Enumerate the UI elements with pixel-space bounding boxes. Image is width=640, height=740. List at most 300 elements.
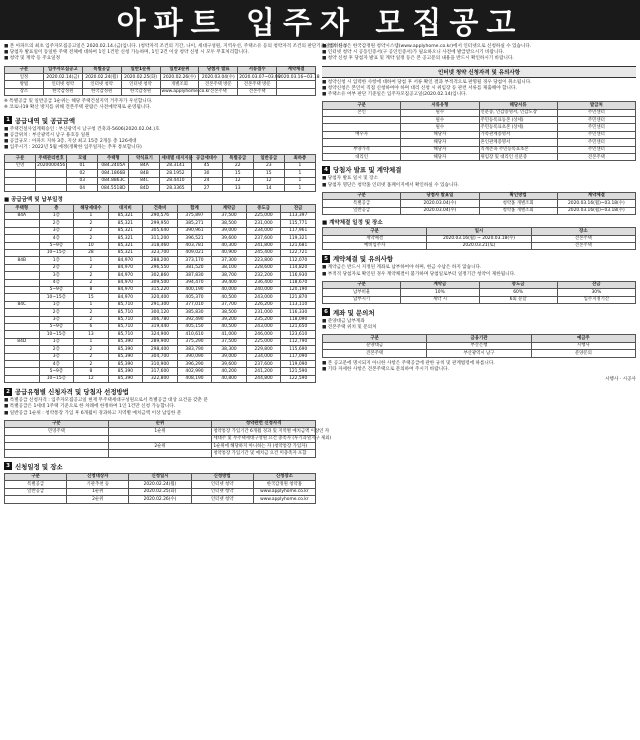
table-row [323, 289, 636, 296]
section-number: 6 [322, 308, 330, 316]
table-cell: 311,200 [143, 235, 178, 242]
col-header: 구분 [5, 155, 36, 162]
table-header-row [5, 155, 316, 162]
table-cell: 235,200 [246, 316, 281, 323]
payment-body [323, 289, 636, 304]
table-cell: 392,490 [177, 316, 212, 323]
table-cell: 85,321 [108, 235, 143, 242]
table-cell: 납부시기 [323, 296, 401, 303]
contract-body [323, 235, 636, 250]
table-cell: 신분증, 인감증명서, 인감도장 [479, 109, 557, 116]
col-header: 금융기관 [427, 335, 531, 342]
table-cell: 37,500 [212, 212, 247, 219]
table-cell: 237,600 [246, 361, 281, 368]
table-cell: 방법 [5, 81, 44, 88]
table-row [5, 368, 316, 375]
table-cell: 400,190 [177, 286, 212, 293]
table-cell: 1 [74, 301, 109, 308]
table-cell: 405,150 [177, 323, 212, 330]
table-row [5, 227, 316, 234]
col-header: 특별공급 [82, 66, 121, 73]
table-cell: 121,650 [281, 323, 316, 330]
table-cell [5, 286, 40, 293]
table-cell: 15 [74, 294, 109, 301]
table-cell: 385,830 [177, 309, 212, 316]
table-header-row [323, 192, 636, 199]
supply-body [5, 162, 316, 192]
col-header: 계약체결 [557, 192, 635, 199]
table-cell: 일반공급 [5, 488, 67, 495]
table-cell: 40,500 [212, 294, 247, 301]
table-cell: 409,021 [177, 249, 212, 256]
eligibility-heading: 인터넷 청약 신청자격 및 유의사항 [322, 66, 636, 78]
col-header: 계약체결 [277, 66, 316, 73]
col-header: 중도금 [246, 205, 281, 212]
table-cell: 14 [253, 185, 284, 192]
footer-signature: 시행사 · 시공사 [604, 376, 636, 382]
table-cell: 84B [5, 257, 40, 264]
table-cell: 4층 [39, 361, 74, 368]
table-cell: 인터넷 청약 [191, 481, 253, 488]
table-cell: 119,321 [281, 235, 316, 242]
table-cell: 28.3141 [160, 162, 191, 169]
table-cell: 주민센터 [557, 131, 635, 138]
table-row [323, 200, 636, 207]
table-cell: 288,200 [143, 257, 178, 264]
table-cell: 37,700 [212, 301, 247, 308]
table-cell: 38,100 [212, 264, 247, 271]
col-header: 계약금 [212, 205, 247, 212]
text-line: ■ 일반공급 1순위 : 청약통장 가입 후 6개월이 경과하고 지역별 예치금액 이상 납입한 분 [4, 410, 182, 416]
table-cell: 일정 [5, 74, 44, 81]
section-heading [322, 308, 636, 317]
table-cell [5, 235, 40, 242]
table-cell: 232,200 [246, 272, 281, 279]
table-cell: 85,321 [108, 242, 143, 249]
section-number: 2 [4, 388, 12, 396]
table-cell: 1 [284, 170, 315, 177]
table-cell: 2 [74, 220, 109, 227]
table-cell: 2 [74, 264, 109, 271]
table-cell: 계약체결 [323, 235, 427, 242]
table-cell: 한국감정원 청약홈 [253, 481, 315, 488]
table-cell: 310,900 [143, 361, 178, 368]
table-cell [5, 220, 40, 227]
table-cell [5, 331, 40, 338]
table-cell: 6회 분할 [479, 296, 557, 303]
table-cell: 5~9층 [39, 368, 74, 375]
table-cell: 가족관계증명서 [479, 131, 557, 138]
col-header: 예금주 [531, 335, 635, 342]
col-header: 일반공급 [253, 155, 284, 162]
col-header: 일반1순위 [121, 66, 160, 73]
table-cell: 408,190 [177, 375, 212, 382]
table-cell: 113,397 [281, 212, 316, 219]
table-cell [277, 88, 316, 95]
table-cell: 225,000 [246, 212, 281, 219]
table-cell: 주민등록표초본 (상세) [479, 124, 557, 131]
table-cell: 장소 [5, 88, 44, 95]
table-cell: 13 [74, 331, 109, 338]
documents-table [322, 101, 636, 161]
table-cell: 84,970 [108, 264, 143, 271]
col-header: 구분 [5, 420, 109, 427]
table-cell: 112,070 [281, 257, 316, 264]
table-cell: 12 [74, 375, 109, 382]
table-cell [5, 361, 40, 368]
table-cell: 청약통장 가입기간 및 예치금 요건 미충족자 포함 [212, 450, 316, 457]
table-row [5, 177, 316, 184]
table-cell: 주민센터 [557, 117, 635, 124]
table-cell: 383,790 [177, 346, 212, 353]
table-cell: 315,220 [143, 286, 178, 293]
table-cell: 1층 [39, 301, 74, 308]
table-cell: 4층 [39, 235, 74, 242]
table-cell: 2 [74, 316, 109, 323]
table-cell: 1순위에 해당하지 아니하는 자 (청약통장 가입자) [212, 443, 316, 450]
table-cell: 241,800 [246, 242, 281, 249]
notice-title: 아파트 입주자 모집공고 [116, 6, 524, 41]
table-cell [5, 353, 40, 360]
intro-line: ■ 본 아파트의 최초 입주자모집공고일은 2020.02.14.(금)입니다. (청약자격 조건의 기간, 나이, 세대구성원, 지역우선, 주택소유 등의 청약자격 조건의 판단기준일입니다.) [4, 44, 347, 49]
table-cell: 377,010 [177, 301, 212, 308]
table-cell: 39,000 [212, 353, 247, 360]
table-cell: 118,670 [281, 279, 316, 286]
table-row [5, 74, 316, 81]
table-cell: 2 [74, 279, 109, 286]
table-cell: 1층 [39, 212, 74, 219]
table-cell: 290,576 [143, 212, 178, 219]
table-cell [36, 170, 67, 177]
table-cell: 234,000 [246, 353, 281, 360]
notes [4, 99, 316, 111]
table-cell: 1 [284, 177, 315, 184]
table-row [323, 296, 636, 303]
col-header: 구분 [323, 281, 401, 288]
rank-body [5, 428, 332, 458]
table-header-row [5, 473, 316, 480]
table-cell: 분양대금 [323, 342, 427, 349]
price-body [5, 212, 316, 382]
intro-line: ■ 당첨자 발표일이 동일한 주택 전체에 대하여 1인 1건만 신청 가능하며, 1인 2건 이상 청약 신청 시 모두 무효처리합니다. [4, 50, 249, 56]
table-cell: 23 [253, 162, 284, 169]
table-cell: 부산광역시 남구 [427, 350, 531, 357]
table-cell: 본인 [323, 109, 401, 116]
table-cell: 1 [74, 212, 109, 219]
text-line: ■ 특별공급은 1세대 1주택 기준으로 한 차례에 한정하여 1인 1건만 신청 가능합니다. [4, 404, 176, 410]
table-cell: 2020.02.26(수) [129, 496, 191, 503]
table-cell: 85,321 [108, 220, 143, 227]
section-heading [4, 462, 316, 471]
table-cell: 118,090 [281, 316, 316, 323]
left-intro [4, 44, 347, 63]
account-body [323, 342, 636, 357]
table-cell: 견본주택 [323, 350, 427, 357]
col-header: 최하층 [284, 155, 315, 162]
price-heading: ■ 공급금액 및 납부일정 [4, 197, 63, 204]
table-cell: 입주지정기간 [557, 296, 635, 303]
table-cell: 40,900 [212, 249, 247, 256]
rank-table [4, 420, 332, 458]
table-cell: 84C [129, 177, 160, 184]
table-cell: 2020.02.24(월) [129, 481, 191, 488]
table-cell: 390,090 [177, 353, 212, 360]
table-row [323, 131, 636, 138]
col-header: 구분 [323, 335, 427, 342]
table-cell: 85,710 [108, 323, 143, 330]
table-cell [277, 81, 316, 88]
section-heading [322, 254, 636, 263]
table-cell: 인터넷 청약 [191, 488, 253, 495]
table-cell: 322,800 [143, 375, 178, 382]
table-cell: 2 [74, 353, 109, 360]
table-row [323, 139, 636, 146]
table-cell: 견본주택 [557, 154, 635, 161]
text-line: ■ 청약신청 시 입력한 사항에 대하여 당첨 후 서류 확인 결과 부적격으로 판명될 경우 당첨이 취소됩니다. [322, 79, 532, 85]
table-cell: 배우자 [323, 131, 401, 138]
contract-heading: ■ 계약체결 일정 및 장소 [322, 220, 383, 227]
table-row [5, 361, 316, 368]
table-cell: 12 [253, 177, 284, 184]
table-cell: 해당자 [401, 139, 479, 146]
contract-table [322, 227, 636, 250]
apply-body [5, 481, 316, 503]
table-cell [5, 346, 40, 353]
table-cell: 119,090 [281, 361, 316, 368]
table-cell [323, 117, 401, 124]
table-cell: 10 [74, 242, 109, 249]
table-cell: 40,300 [212, 242, 247, 249]
table-cell: 305,640 [143, 227, 178, 234]
table-cell: 해당자 [401, 146, 479, 153]
table-cell: 주민등록표등본 (상세) [479, 117, 557, 124]
table-cell: 375,290 [177, 338, 212, 345]
table-cell: 302,860 [143, 272, 178, 279]
table-cell: 27 [191, 185, 222, 192]
intro-line: ■ 청약 신청 후 당첨자 발표 및 계약 일정 등은 본 공고문의 내용을 반드시 확인하시기 바랍니다. [322, 56, 514, 62]
col-header: 공급세대수 [191, 155, 222, 162]
table-row [5, 488, 316, 495]
table-row [5, 375, 316, 382]
table-cell: 3층 [39, 227, 74, 234]
col-header: 신청대상자 [67, 473, 129, 480]
table-cell: 323,700 [143, 249, 178, 256]
table-cell: 85,710 [108, 331, 143, 338]
table-cell: 필수 [401, 117, 479, 124]
eligibility-text [322, 80, 636, 99]
col-header: 주택관리번호 [36, 155, 67, 162]
table-cell: 39,400 [212, 279, 247, 286]
table-cell: 115,771 [281, 220, 316, 227]
table-cell: 5~9층 [39, 323, 74, 330]
table-cell: 60% [479, 289, 557, 296]
section-title: 계좌 및 문의처 [333, 308, 375, 317]
table-cell: 228,600 [246, 264, 281, 271]
table-cell: 2순위 [67, 496, 129, 503]
table-cell: 2020.03.16(월)~03.18(수) [557, 200, 635, 207]
table-cell: 개별조회 [160, 81, 199, 88]
table-cell: 필수 [401, 124, 479, 131]
table-cell: 주민센터 [557, 109, 635, 116]
section-heading [322, 165, 636, 174]
section-number: 3 [4, 462, 12, 470]
table-cell: 1순위 [67, 488, 129, 495]
text-line: ■ 본 공고문에 명시되지 아니한 사항은 주택공급에 관한 규칙 및 관계법령에 따릅니다. [322, 360, 495, 366]
closing-text [322, 361, 636, 373]
table-cell: 5~9층 [39, 242, 74, 249]
table-header-row [5, 66, 316, 73]
table-cell: 2020.03.21(토) [427, 242, 531, 249]
table-cell: 28.1952 [160, 170, 191, 177]
table-cell: 299,950 [143, 220, 178, 227]
table-cell: 236,400 [246, 279, 281, 286]
table-cell: 114,820 [281, 264, 316, 271]
table-row [5, 81, 316, 88]
section-number: 5 [322, 255, 330, 263]
table-cell [5, 249, 40, 256]
text-line: ■ 주택건설사업계획승인 : 부산광역시 남구청 건축과-5606(2020.02.04.)호 [4, 126, 160, 132]
table-cell: 240,000 [246, 286, 281, 293]
table-header-row [323, 335, 636, 342]
col-header: 발급처 [557, 102, 635, 109]
table-cell: www.applyhome.co.kr [253, 488, 315, 495]
table-cell [5, 272, 40, 279]
table-header-row [323, 281, 636, 288]
table-cell: 민영 [5, 162, 36, 169]
table-cell: 123,610 [281, 331, 316, 338]
table-cell: 319,440 [143, 323, 178, 330]
table-cell: 부양가족 [323, 146, 401, 153]
table-cell: 1 [74, 338, 109, 345]
table-cell: 2층 [39, 264, 74, 271]
table-cell: 2020.02.25(화) [121, 74, 160, 81]
table-cell: 246,000 [246, 331, 281, 338]
table-cell: 위임장 및 대리인 신분증 [479, 154, 557, 161]
table-cell: 2 [74, 309, 109, 316]
table-cell: 298,400 [143, 346, 178, 353]
table-cell: 인터넷 청약 [121, 81, 160, 88]
table-cell: 13 [222, 185, 253, 192]
table-cell: 84,970 [108, 294, 143, 301]
table-cell: 116,930 [281, 272, 316, 279]
table-cell: 22 [222, 162, 253, 169]
table-cell: 24 [191, 177, 222, 184]
table-cell: 2 [74, 346, 109, 353]
table-cell: 320,400 [143, 294, 178, 301]
table-cell: 84C [5, 301, 40, 308]
table-cell: 402,990 [177, 368, 212, 375]
col-header: 합계 [177, 205, 212, 212]
table-cell: 해당자 [401, 131, 479, 138]
table-cell: 특별공급 [323, 200, 401, 207]
table-row [5, 496, 316, 503]
winners-body [323, 200, 636, 215]
table-cell: 견본주택 [531, 235, 635, 242]
table-cell: 30 [191, 170, 222, 177]
table-cell: 10% [401, 289, 479, 296]
table-cell: 인터넷 청약 [43, 81, 82, 88]
table-cell: 85,390 [108, 361, 143, 368]
col-header: 당첨자 발표 [199, 66, 238, 73]
table-cell: 318,460 [143, 242, 178, 249]
table-cell [5, 264, 40, 271]
col-header: 구분 [323, 192, 401, 199]
table-row [323, 154, 636, 161]
table-cell: 3층 [39, 272, 74, 279]
table-cell: 1순위 [108, 428, 212, 435]
table-cell: 해당자 [401, 154, 479, 161]
table-row [5, 272, 316, 279]
table-cell: 37,300 [212, 257, 247, 264]
table-cell [5, 309, 40, 316]
note-line: ※ 특별공급 및 일반공급 1순위는 해당 주택건설지역 거주자가 우선합니다. [4, 99, 153, 105]
table-cell: 244,800 [246, 375, 281, 382]
col-header: 신청일시 [129, 473, 191, 480]
table-cell: 15 [222, 170, 253, 177]
text-line: ■ 청약신청은 본인이 직접 신청하여야 하며 대리 신청 시 위임장 등 관련 서류를 제출해야 합니다. [322, 85, 517, 91]
text-line: ■ 견본주택 위치 및 문의처 [322, 325, 377, 331]
table-cell: 견본주택 방문 [199, 81, 238, 88]
table-cell [323, 124, 401, 131]
col-header: 특별공급 [222, 155, 253, 162]
table-cell: 112,790 [281, 338, 316, 345]
table-cell: 396,290 [177, 361, 212, 368]
table-cell: 3층 [39, 316, 74, 323]
right-intro [322, 44, 636, 63]
table-cell: 234,000 [246, 227, 281, 234]
table-cell: 2층 [39, 220, 74, 227]
table-cell: 39,600 [212, 235, 247, 242]
table-cell: 1 [284, 162, 315, 169]
table-cell: 인터넷 청약 [82, 81, 121, 88]
table-row [323, 146, 636, 153]
table-cell: 2020000456 [37, 163, 66, 169]
section-text [322, 319, 636, 331]
table-row [323, 342, 636, 349]
table-cell [5, 435, 109, 442]
text-line: ■ 당첨자 명단은 청약홈 인터넷 홈페이지에서 확인하실 수 있습니다. [322, 182, 460, 188]
table-cell: 한국감정원 [43, 88, 82, 95]
table-cell: 306,780 [143, 316, 178, 323]
table-cell [5, 323, 40, 330]
table-cell: 부산은행 [427, 342, 531, 349]
table-cell: 주민센터 [557, 146, 635, 153]
table-cell: 85,321 [108, 249, 143, 256]
table-cell: 231,000 [246, 309, 281, 316]
table-cell: 381,520 [177, 264, 212, 271]
table-cell: 1 [74, 257, 109, 264]
table-cell: 10~15층 [39, 331, 74, 338]
section-number: 4 [322, 166, 330, 174]
table-row [5, 264, 316, 271]
table-cell: 2020.03.04(수) [401, 200, 479, 207]
table-cell: 분양문의 [531, 350, 635, 357]
table-header-row [323, 228, 636, 235]
table-row [323, 207, 636, 214]
table-cell: 01 [67, 162, 98, 169]
col-header: 잔금 [557, 281, 635, 288]
table-cell: 2020.03.04(수) [199, 74, 238, 81]
table-cell: 특별공급 [5, 481, 67, 488]
price-table [4, 204, 316, 383]
right-column [322, 44, 636, 736]
col-header: 잔금 [281, 205, 316, 212]
table-cell: 청약홈 개별조회 [479, 207, 557, 214]
section-number: 1 [4, 116, 12, 124]
table-cell: 2순위 [108, 443, 212, 450]
table-cell: 대리인 [323, 154, 401, 161]
table-cell: 121,681 [281, 242, 316, 249]
